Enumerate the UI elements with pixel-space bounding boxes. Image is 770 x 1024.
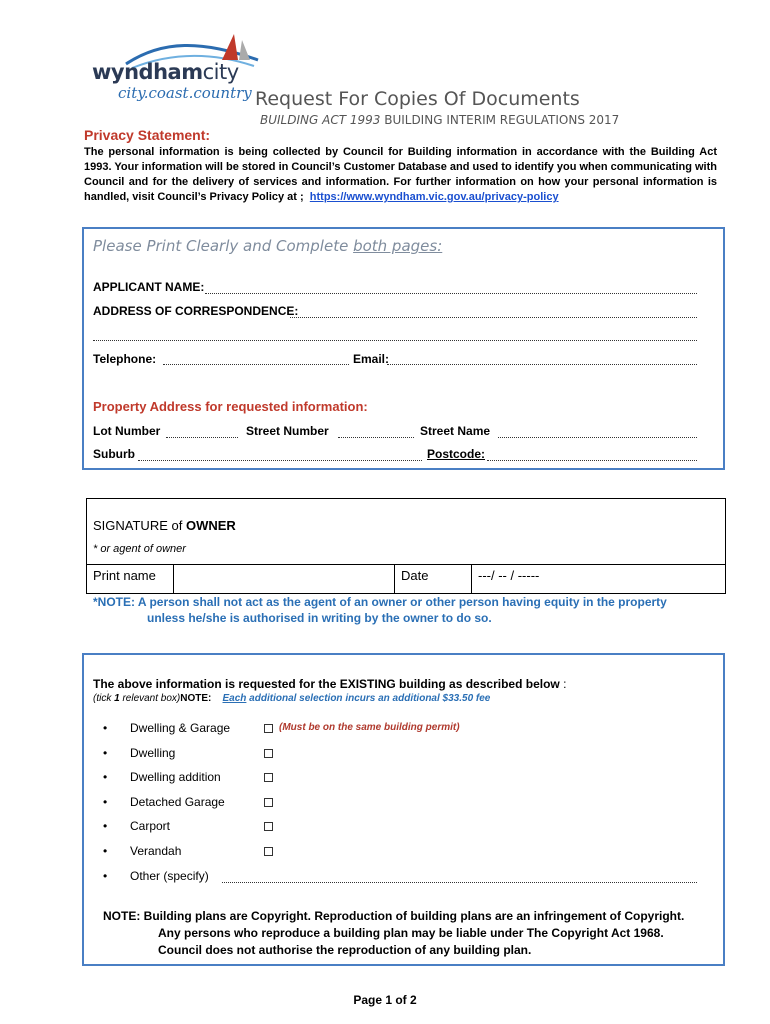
print-name-label: Print name: [93, 568, 156, 583]
bullet-icon: •: [103, 844, 108, 858]
logo-wordmark: wyndhamcity: [92, 60, 239, 84]
address-field-line2[interactable]: [93, 340, 697, 341]
address-label: ADDRESS OF CORRESPONDENCE:: [93, 304, 299, 318]
property-address-heading: Property Address for requested information:: [93, 399, 368, 414]
building-type-label: Carport: [130, 819, 171, 833]
bullet-icon: •: [103, 721, 108, 735]
building-type-checkbox[interactable]: [264, 724, 273, 733]
building-type-label: Dwelling addition: [130, 770, 221, 784]
copyright-note: NOTE: Building plans are Copyright. Reproduction of building plans are an infringement of Copyright. Any persons who reproduce a building plan may be liable under The Copyright Act 1968. Council does not authorise the reproduction of any building plan.: [103, 909, 685, 957]
bullet-icon: •: [103, 819, 108, 833]
street-number-label: Street Number: [246, 424, 329, 438]
request-subnote: (tick 1 relevant box)NOTE: Each additional selection incurs an additional $33.50 fee: [93, 693, 491, 704]
cell-divider: [394, 564, 395, 594]
logo-tagline: city.coast.country: [118, 84, 252, 102]
agent-note: * or agent of owner: [93, 543, 186, 555]
building-type-label: Dwelling: [130, 746, 176, 760]
lot-number-label: Lot Number: [93, 424, 161, 438]
email-label: Email:: [353, 352, 390, 366]
postcode-label: Postcode:: [427, 447, 486, 461]
postcode-field[interactable]: [487, 460, 697, 461]
same-permit-note: (Must be on the same building permit): [279, 722, 460, 733]
page-subtitle: BUILDING ACT 1993 BUILDING INTERIM REGULATIONS 2017: [260, 113, 620, 127]
bullet-icon: •: [103, 795, 108, 809]
date-label: Date: [401, 568, 429, 583]
applicant-name-label: APPLICANT NAME:: [93, 280, 205, 294]
bullet-icon: •: [103, 869, 108, 883]
lot-number-field[interactable]: [166, 437, 238, 438]
agent-warning-note: *NOTE: A person shall not act as the agent of an owner or other person having equity in the property unless he/she is authorised in writing by the owner to do so.: [93, 595, 667, 625]
bullet-icon: •: [103, 770, 108, 784]
building-type-label: Detached Garage: [130, 795, 225, 809]
street-number-field[interactable]: [338, 437, 414, 438]
suburb-field[interactable]: [138, 460, 422, 461]
wyndham-logo: [92, 30, 262, 108]
print-name-field[interactable]: [174, 565, 393, 593]
building-type-checkbox[interactable]: [264, 749, 273, 758]
building-type-checkbox[interactable]: [264, 822, 273, 831]
date-field[interactable]: ---/ -- / -----: [478, 568, 540, 583]
signature-title: SIGNATURE of OWNER: [93, 518, 236, 533]
applicant-details-box: [82, 227, 725, 470]
building-type-label: Verandah: [130, 844, 182, 858]
building-type-checkbox[interactable]: [264, 798, 273, 807]
privacy-policy-link[interactable]: https://www.wyndham.vic.gov.au/privacy-policy: [309, 191, 559, 203]
print-instruction: Please Print Clearly and Complete both pages:: [93, 237, 443, 255]
other-specify-field[interactable]: [222, 882, 697, 883]
telephone-label: Telephone:: [93, 352, 157, 366]
privacy-heading: Privacy Statement:: [84, 127, 211, 143]
suburb-label: Suburb: [93, 447, 135, 461]
building-type-label: Dwelling & Garage: [130, 721, 231, 735]
privacy-body: The personal information is being collected by Council for Building information in accordance with the Building Act 1993. Your information will be stored in Council’s Customer Database and used to identify you when communicating with Council and for the delivery of services and information. For further information on how your personal information is handled, visit Council’s Privacy Policy at ; https://www.wyndham.vic.gov.au/privacy-policy: [84, 146, 717, 203]
page-title: Request For Copies Of Documents: [255, 88, 580, 110]
building-type-label: Other (specify): [130, 869, 209, 883]
cell-divider: [471, 564, 472, 594]
email-field[interactable]: [387, 364, 697, 365]
building-type-checkbox[interactable]: [264, 773, 273, 782]
bullet-icon: •: [103, 746, 108, 760]
building-type-checkbox[interactable]: [264, 847, 273, 856]
request-intro: The above information is requested for the EXISTING building as described below :: [93, 677, 567, 691]
telephone-field[interactable]: [163, 364, 349, 365]
page-number: Page 1 of 2: [353, 993, 417, 1007]
street-name-field[interactable]: [498, 437, 697, 438]
street-name-label: Street Name: [420, 424, 491, 438]
address-field[interactable]: [290, 317, 697, 318]
applicant-name-field[interactable]: [205, 293, 697, 294]
